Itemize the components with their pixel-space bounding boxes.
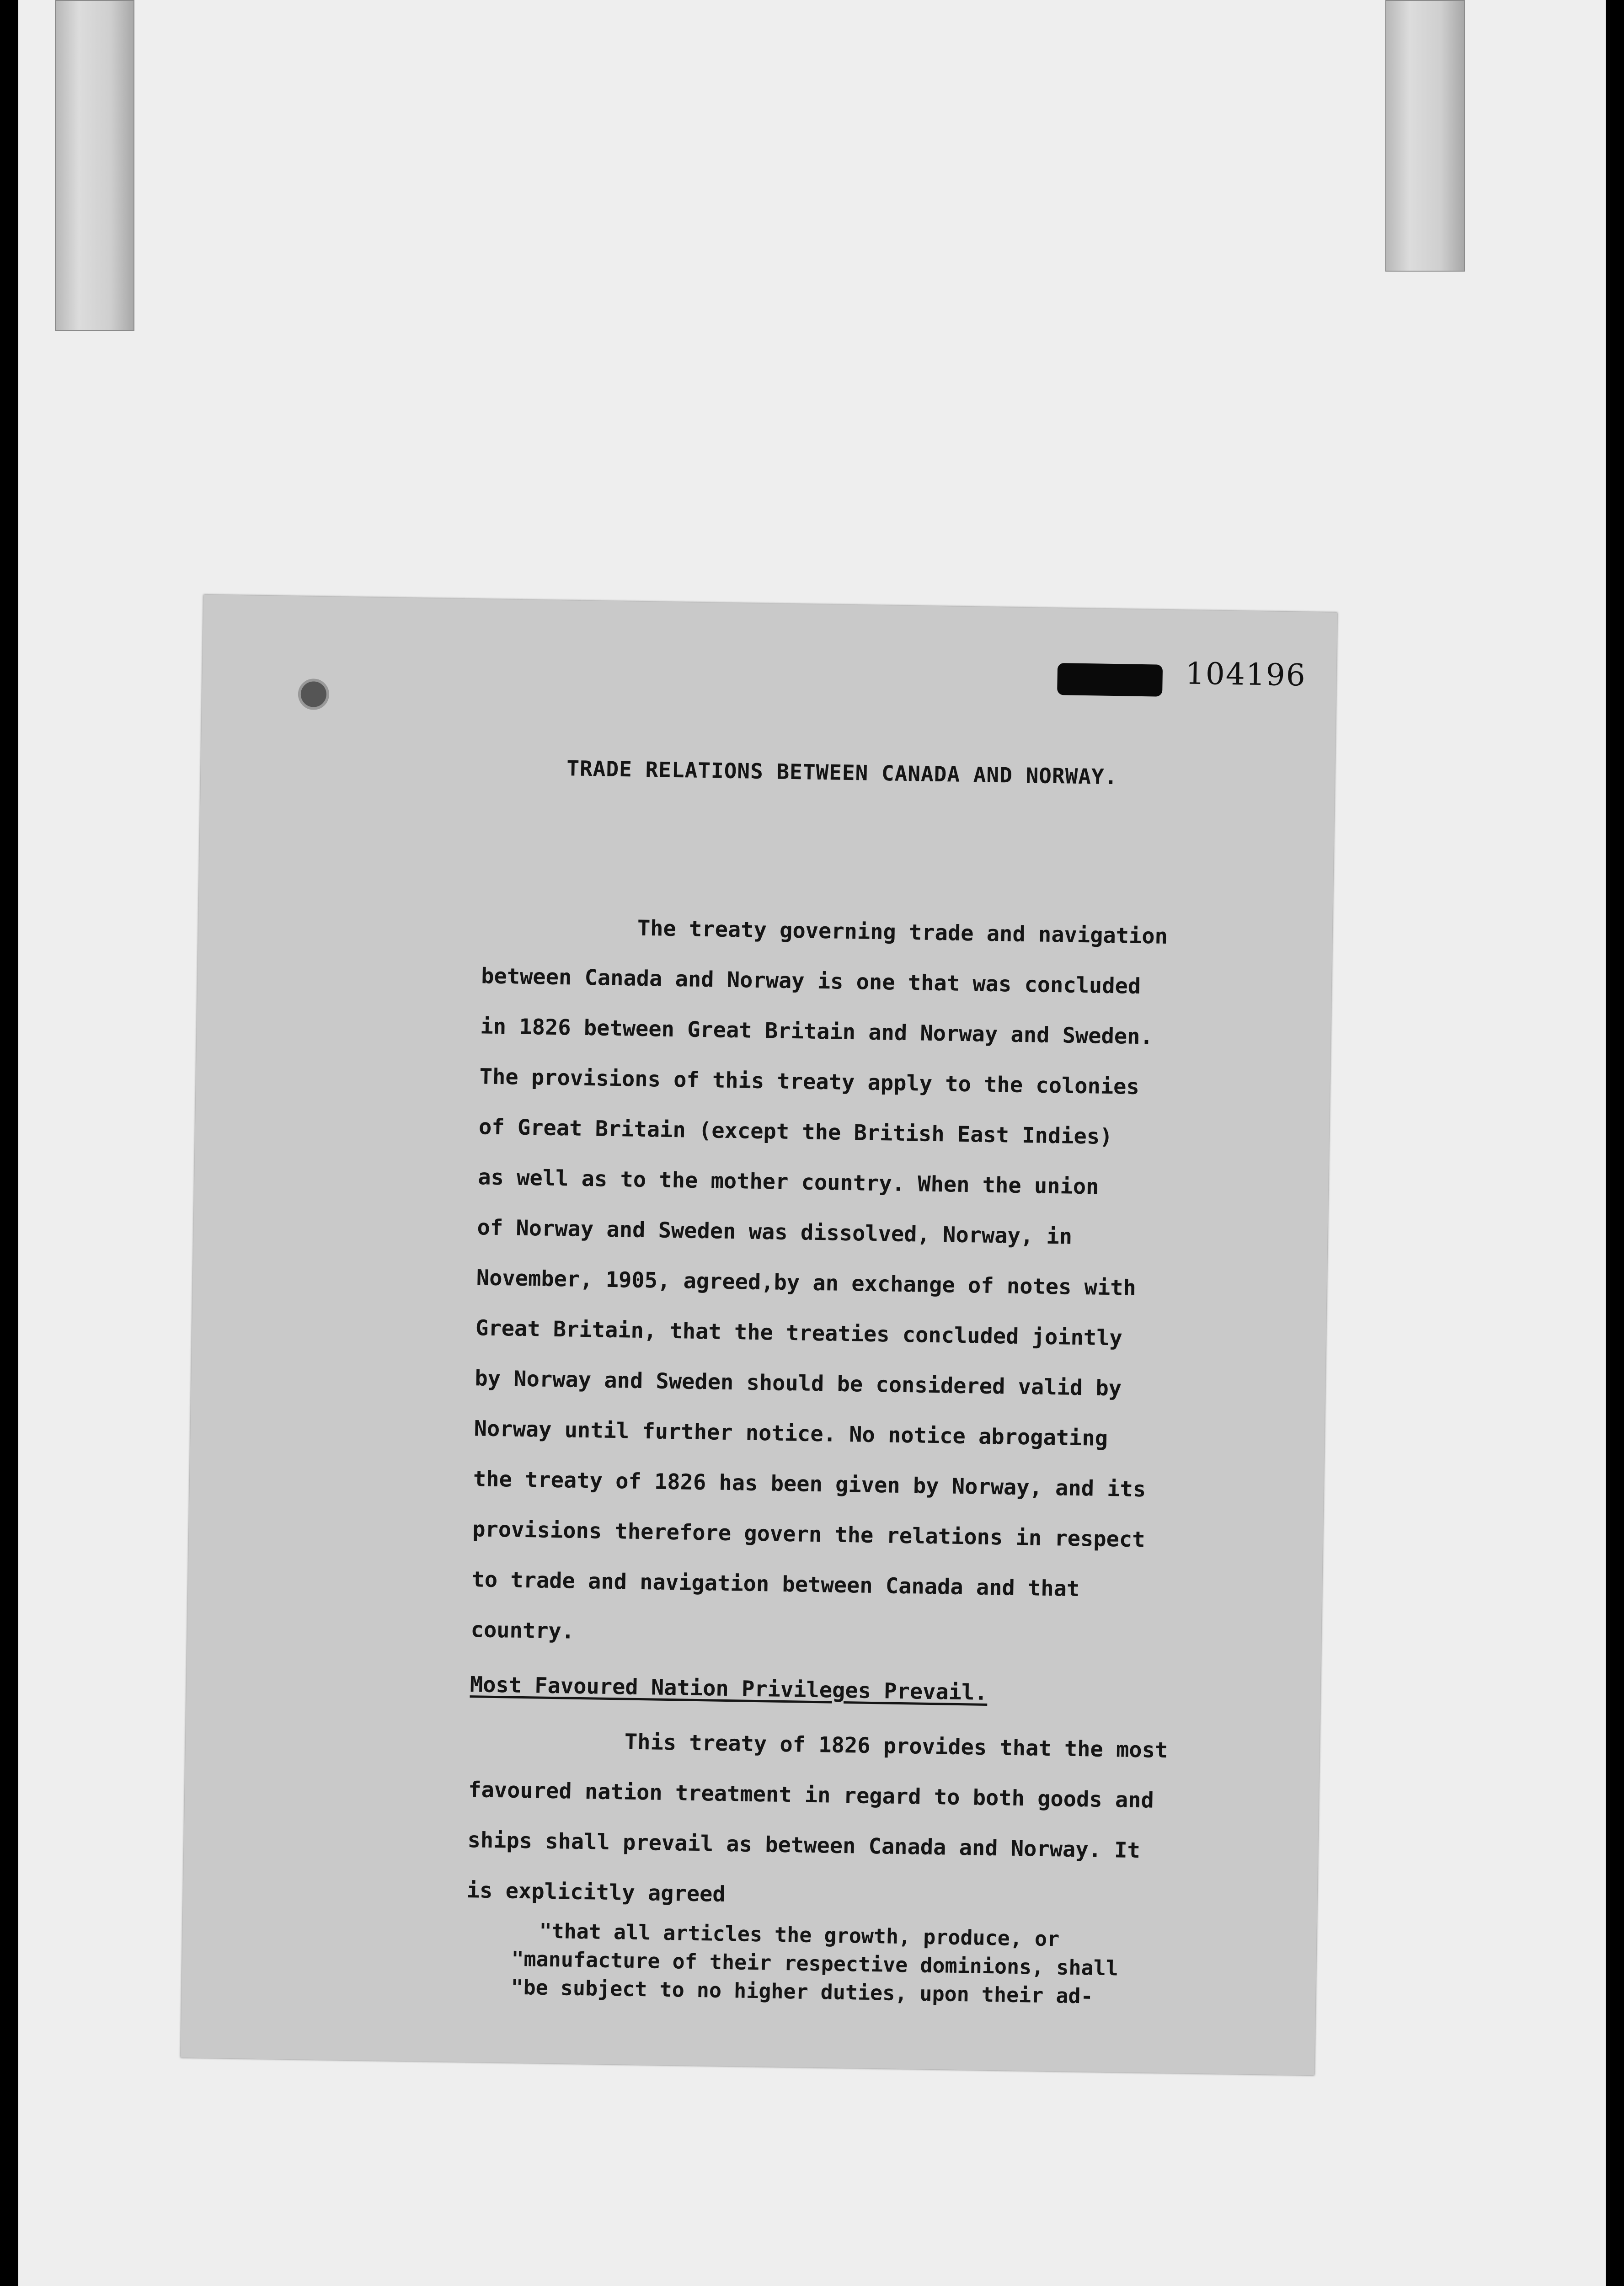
redaction-bar xyxy=(1057,663,1163,697)
microfilm-scan xyxy=(18,0,1606,2286)
document-body xyxy=(466,901,1205,1927)
paragraph-line: of Norway and Sweden was dissolved, Norway, in xyxy=(477,1215,1073,1250)
paragraph-line: to trade and navigation between Canada and that xyxy=(471,1567,1080,1602)
paragraph-line: between Canada and Norway is one that was concluded xyxy=(481,963,1141,999)
typed-document-page xyxy=(181,595,1337,2076)
paragraph-line: The treaty governing trade and navigation xyxy=(637,915,1168,949)
section-line: ships shall prevail as between Canada and Norway. It xyxy=(467,1827,1141,1864)
quote-line: "be subject to no higher duties, upon their ad- xyxy=(511,1975,1094,2008)
section-heading: Most Favoured Nation Privileges Prevail. xyxy=(470,1672,988,1705)
paragraph-line: of Great Britain (except the British East Indies) xyxy=(478,1114,1113,1150)
paragraph-line: in 1826 between Great Britain and Norway and Sweden. xyxy=(480,1014,1154,1050)
section-line: is explicitly agreed xyxy=(466,1878,726,1907)
tape-strip xyxy=(1385,0,1465,272)
paragraph-line: Norway until further notice. No notice abrogating xyxy=(474,1416,1108,1452)
paragraph-line: as well as to the mother country. When the union xyxy=(477,1164,1099,1200)
document-number: 104196 xyxy=(1185,656,1307,693)
section-line: This treaty of 1826 provides that the most xyxy=(624,1729,1168,1763)
quoted-passage xyxy=(511,1917,1244,2013)
paragraph-line: The provisions of this treaty apply to the colonies xyxy=(479,1064,1140,1100)
quote-line: "that all articles the growth, produce, or xyxy=(539,1918,1060,1951)
paragraph-line: by Norway and Sweden should be considered valid by xyxy=(475,1366,1122,1401)
paragraph-line: November, 1905, agreed,by an exchange of notes with xyxy=(476,1265,1137,1301)
section-line: favoured nation treatment in regard to both goods and xyxy=(468,1777,1154,1813)
quote-line: "manufacture of their respective dominions, shall xyxy=(511,1946,1119,1981)
paragraph-line: the treaty of 1826 has been given by Norway, and its xyxy=(473,1466,1146,1502)
paragraph-line: provisions therefore govern the relations in respect xyxy=(472,1517,1145,1553)
paragraph-line: Great Britain, that the treaties concluded jointly xyxy=(475,1315,1123,1351)
punch-hole-mark xyxy=(298,678,329,710)
document-title: TRADE RELATIONS BETWEEN CANADA AND NORWAY. xyxy=(566,756,1118,790)
paragraph-line: country. xyxy=(470,1617,575,1644)
tape-strip xyxy=(55,0,134,331)
